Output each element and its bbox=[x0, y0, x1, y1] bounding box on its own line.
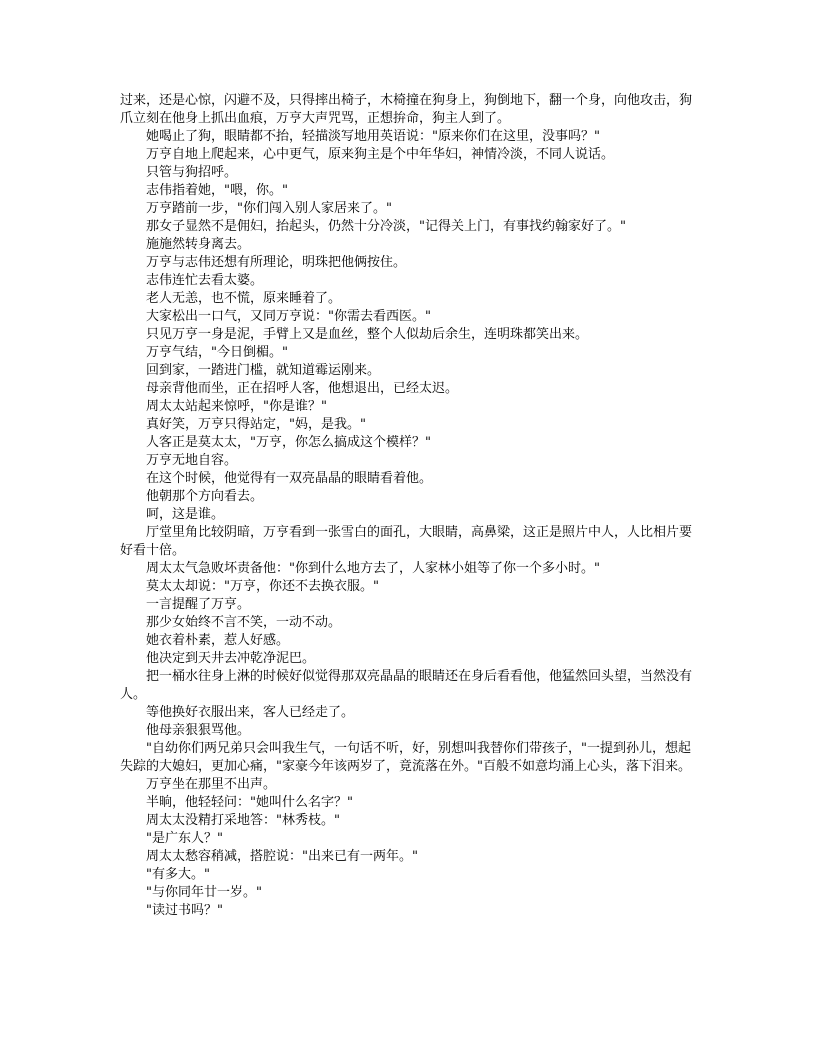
paragraph: 周太太站起来惊呼，"你是谁？" bbox=[146, 399, 327, 414]
paragraph: 那少女始终不言不笑，一动不动。 bbox=[146, 615, 342, 630]
paragraph: 周太太气急败坏责备他："你到什么地方去了，人家林小姐等了你一个多小时。" bbox=[146, 561, 600, 576]
paragraph: 半晌，他轻轻问："她叫什么名字？" bbox=[146, 795, 353, 810]
paragraph: 母亲背他而坐，正在招呼人客，他想退出，已经太迟。 bbox=[146, 381, 459, 396]
paragraph: 把一桶水往身上淋的时候好似觉得那双亮晶晶的眼睛还在身后看看他，他猛然回头望，当然没有人。 bbox=[120, 669, 693, 702]
paragraph: 万亨与志伟还想有所理论，明珠把他俩按住。 bbox=[146, 255, 407, 270]
paragraph: 志伟连忙去看太婆。 bbox=[146, 273, 264, 288]
paragraph: 呵，这是谁。 bbox=[146, 507, 225, 522]
paragraph: 过来，还是心惊，闪避不及，只得摔出椅子，木椅撞在狗身上，狗倒地下，翻一个身，向他攻击，狗爪立刻在他身上抓出血痕，万亨大声咒骂，正想拚命，狗主人到了。 bbox=[120, 93, 693, 126]
paragraph: 莫太太却说："万亨，你还不去换衣服。" bbox=[146, 579, 379, 594]
paragraph: "自幼你们两兄弟只会叫我生气，一句话不听，好，别想叫我替你们带孩子，"一提到孙儿，想起失踪的大媳妇，更加心痛，"家豪今年该两岁了，竟流落在外。"百般不如意均涌上心头，落下泪来。 bbox=[120, 741, 691, 774]
paragraph: 一言提醒了万亨。 bbox=[146, 597, 251, 612]
paragraph: "读过书吗？" bbox=[146, 903, 223, 918]
paragraph: 只见万亨一身是泥，手臂上又是血丝，整个人似劫后余生，连明珠都笑出来。 bbox=[146, 327, 589, 342]
paragraph: 他朝那个方向看去。 bbox=[146, 489, 264, 504]
paragraph: 万亨无地自容。 bbox=[146, 453, 238, 468]
paragraph: 只管与狗招呼。 bbox=[146, 165, 238, 180]
paragraph: 人客正是莫太太，"万亨，你怎么搞成这个模样？" bbox=[146, 435, 431, 450]
paragraph: 她衣着朴素，惹人好感。 bbox=[146, 633, 290, 648]
paragraph: 那女子显然不是佣妇，抬起头，仍然十分冷淡，"记得关上门，有事找约翰家好了。" bbox=[146, 219, 626, 234]
paragraph: 在这个时候，他觉得有一双亮晶晶的眼睛看着他。 bbox=[146, 471, 433, 486]
paragraph: 施施然转身离去。 bbox=[146, 237, 251, 252]
paragraph: 周太太愁容稍减，搭腔说："出来已有一两年。" bbox=[146, 849, 418, 864]
paragraph: 万亨气结，"今日倒楣。" bbox=[146, 345, 288, 360]
paragraph: 真好笑，万亨只得站定，"妈，是我。" bbox=[146, 417, 366, 432]
paragraph: 厅堂里角比较阴暗，万亨看到一张雪白的面孔，大眼睛，高鼻梁，这正是照片中人，人比相片要好看十倍。 bbox=[120, 525, 693, 558]
paragraph: 志伟指着她，"喂，你。" bbox=[146, 183, 288, 198]
paragraph: 万亨坐在那里不出声。 bbox=[146, 777, 277, 792]
document-page bbox=[120, 92, 700, 920]
paragraph: 万亨自地上爬起来，心中更气，原来狗主是个中年华妇，神情冷淡，不同人说话。 bbox=[146, 147, 615, 162]
paragraph: 回到家，一踏进门槛，就知道霉运刚来。 bbox=[146, 363, 381, 378]
paragraph: 她喝止了狗，眼睛都不抬，轻描淡写地用英语说："原来你们在这里，没事吗？" bbox=[146, 129, 600, 144]
paragraph: "是广东人？" bbox=[146, 831, 223, 846]
paragraph: 周太太没精打采地答："林秀枝。" bbox=[146, 813, 340, 828]
paragraph: 大家松出一口气，又同万亨说："你需去看西医。" bbox=[146, 309, 431, 324]
paragraph: 老人无恙，也不慌，原来睡着了。 bbox=[146, 291, 342, 306]
paragraph: 万亨踏前一步，"你们闯入别人家居来了。" bbox=[146, 201, 392, 216]
paragraph: 他母亲狠狠骂他。 bbox=[146, 723, 251, 738]
paragraph: "有多大。" bbox=[146, 867, 210, 882]
paragraph: "与你同年廿一岁。" bbox=[146, 885, 262, 900]
paragraph: 等他换好衣服出来，客人已经走了。 bbox=[146, 705, 355, 720]
paragraph: 他决定到天井去冲乾净泥巴。 bbox=[146, 651, 316, 666]
